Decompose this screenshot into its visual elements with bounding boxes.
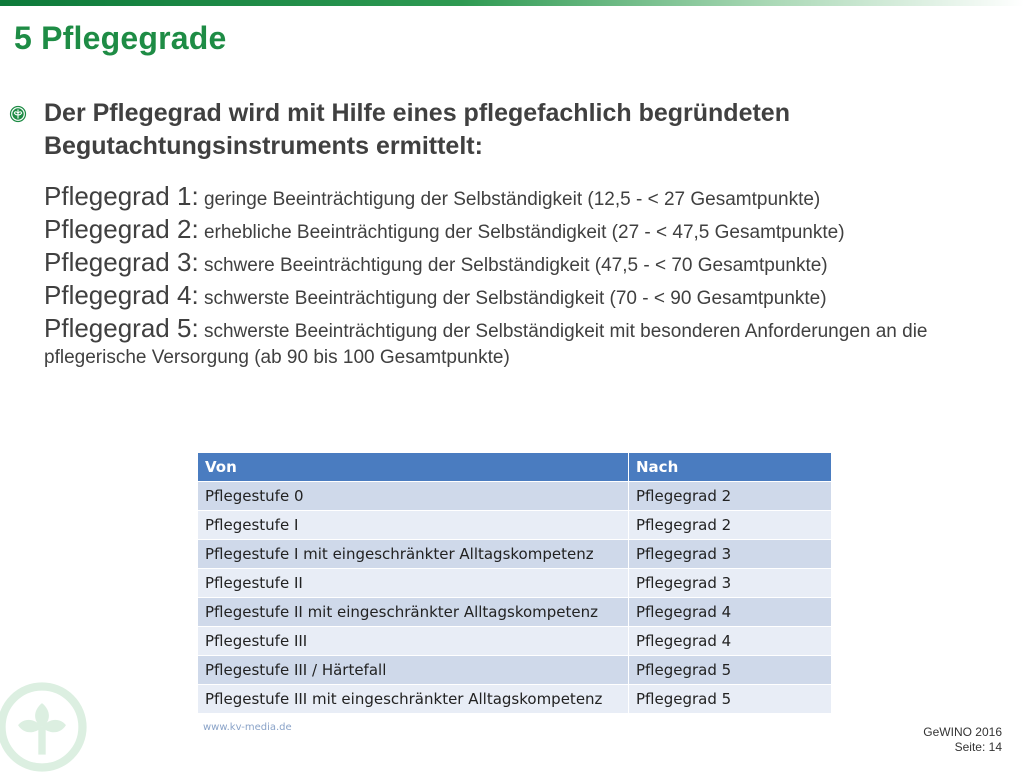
grade-item: Pflegegrad 5: schwerste Beeinträchtigung der Selbständigkeit mit besonderen Anforderungen an die pflegerische Versorgung (ab 90 bis 100 Gesamtpunkte) (44, 313, 928, 368)
table-cell: Pflegestufe II (198, 569, 629, 598)
aok-tree-logo (0, 681, 88, 773)
table-cell: Pflegestufe III (198, 627, 629, 656)
grade-item: Pflegegrad 4: schwerste Beeinträchtigung der Selbständigkeit (70 - < 90 Gesamtpunkte) (44, 280, 827, 310)
grade-label: Pflegegrad 5 (44, 313, 192, 343)
table-cell: Pflegegrad 2 (629, 482, 832, 511)
table-row (198, 685, 832, 714)
column-header-von: Von (198, 453, 629, 482)
table-cell: Pflegegrad 4 (629, 598, 832, 627)
aok-tree-bullet-icon (9, 105, 27, 123)
table-cell: Pflegegrad 3 (629, 540, 832, 569)
table-row (198, 598, 832, 627)
grade-label: Pflegegrad 2 (44, 214, 192, 244)
table-cell: Pflegegrad 5 (629, 685, 832, 714)
watermark-text: www.kv-media.de (203, 722, 292, 733)
table-cell: Pflegestufe 0 (198, 482, 629, 511)
grade-item: Pflegegrad 3: schwere Beeinträchtigung der Selbständigkeit (47,5 - < 70 Gesamtpunkte) (44, 247, 828, 277)
grade-text: geringe Beeinträchtigung der Selbständigkeit (12,5 - < 27 Gesamtpunkte) (198, 189, 821, 210)
table-cell: Pflegegrad 4 (629, 627, 832, 656)
grade-text: erhebliche Beeinträchtigung der Selbständigkeit (27 - < 47,5 Gesamtpunkte) (198, 222, 845, 243)
table-row (198, 656, 832, 685)
table-cell: Pflegestufe III / Härtefall (198, 656, 629, 685)
table-row (198, 511, 832, 540)
table-cell: Pflegestufe II mit eingeschränkter Alltagskompetenz (198, 598, 629, 627)
conversion-table (197, 452, 832, 714)
table-cell: Pflegegrad 5 (629, 656, 832, 685)
table-cell: Pflegestufe III mit eingeschränkter Alltagskompetenz (198, 685, 629, 714)
footer-organization: GeWINO 2016 (923, 725, 1002, 739)
table-cell: Pflegestufe I mit eingeschränkter Alltagskompetenz (198, 540, 629, 569)
grade-item: Pflegegrad 1: geringe Beeinträchtigung der Selbständigkeit (12,5 - < 27 Gesamtpunkte) (44, 181, 821, 211)
grade-label: Pflegegrad 3 (44, 247, 192, 277)
grade-item: Pflegegrad 2: erhebliche Beeinträchtigung der Selbständigkeit (27 - < 47,5 Gesamtpunkte) (44, 214, 845, 244)
top-gradient-bar (0, 0, 1024, 6)
table-row (198, 540, 832, 569)
grade-text: schwerste Beeinträchtigung der Selbständigkeit (70 - < 90 Gesamtpunkte) (198, 288, 827, 309)
grade-list (44, 180, 1014, 371)
table-row (198, 482, 832, 511)
grade-text: schwere Beeinträchtigung der Selbständigkeit (47,5 - < 70 Gesamtpunkte) (198, 255, 828, 276)
table-cell: Pflegegrad 2 (629, 511, 832, 540)
grade-text: schwerste Beeinträchtigung der Selbständigkeit mit besonderen Anforderungen an die pflegerische Versorgung (ab 90 bis 100 Gesamtpunkte) (44, 321, 928, 368)
table-header-row (198, 453, 832, 482)
column-header-nach: Nach (629, 453, 832, 482)
page-number: Seite: 14 (954, 740, 1002, 754)
table-cell: Pflegegrad 3 (629, 569, 832, 598)
lead-text: Der Pflegegrad wird mit Hilfe eines pflegefachlich begründeten Begutachtungsinstruments ermittelt: (44, 99, 790, 160)
table-cell: Pflegestufe I (198, 511, 629, 540)
grade-label: Pflegegrad 4 (44, 280, 192, 310)
grade-label: Pflegegrad 1 (44, 181, 192, 211)
table-row (198, 627, 832, 656)
table-row (198, 569, 832, 598)
slide-title: 5 Pflegegrade (14, 20, 227, 56)
slide-footer (923, 725, 1002, 755)
